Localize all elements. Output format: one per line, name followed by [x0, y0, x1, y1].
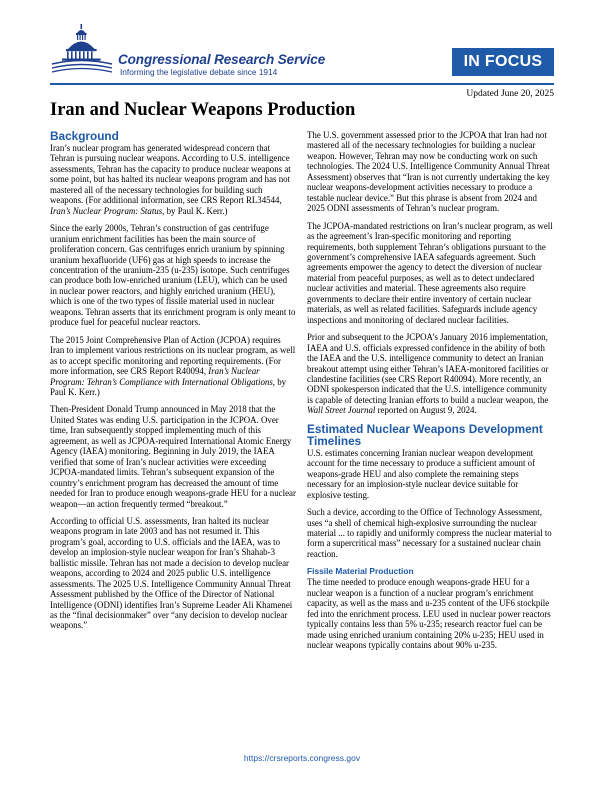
paragraph — [50, 335, 296, 398]
document-title: Iran and Nuclear Weapons Production — [50, 100, 356, 120]
org-tagline: Informing the legislative debate since 1914 — [120, 67, 278, 77]
left-column — [50, 130, 296, 638]
paragraph-text: Iran’s nuclear program has generated widespread concern that Tehran is pursuing nuclear weapons. According to U.S. intelligence assessments, Tehran has the capacity to produce nuclear weapons at some point, but has halted its nuclear weapons program and has not mastered all of the necessary technologies for building such weapons. (For additional information, see CRS Report RL34544, — [50, 143, 291, 206]
report-title-italic: Iran’s Nuclear Program: Status — [50, 205, 163, 216]
paragraph: The JCPOA-mandated restrictions on Iran’s nuclear program, as well as the agreement’s Iran-specific monitoring and reporting requirements, both supplement Tehran’s obligations pursuant to the government’s comprehensive IAEA safeguards agreement. Such agreements empower the agency to detect the diversion of nuclear material from peaceful purposes, as well as to detect undeclared nuclear activities and material. These agreements also require governments to declare their entire inventory of certain nuclear materials, as well as related facilities. Safeguards include agency inspections and monitoring of declared nuclear facilities. — [307, 220, 553, 325]
header-divider — [50, 83, 554, 85]
paragraph-text: , by Paul K. Kerr.) — [162, 205, 228, 216]
subheading-fissile-material: Fissile Material Production — [307, 566, 414, 577]
paragraph: Then-President Donald Trump announced in May 2018 that the United States was ending U.S. participation in the JCPOA. Over time, Iran subsequently stopped implementing much of this agreement, as well as JCPOA-required International Atomic Energy Agency (IAEA) monitoring. Beginning in July 2019, the IAEA verified that some of Iran’s nuclear activities were exceeding JCPOA-mandated limits. Tehran’s subsequent expansion of the country’s enrichment program has decreased the amount of time needed for Iran to produce enough weapons-grade HEU for a nuclear weapon—an action frequently termed “breakout.” — [50, 404, 296, 509]
paragraph — [50, 143, 296, 216]
section-heading-estimates: Estimated Nuclear Weapons Development Timelines — [307, 421, 543, 448]
paragraph — [307, 332, 553, 416]
paragraph-text: , by Paul K. Kerr.) — [50, 376, 287, 397]
org-name: Congressional Research Service — [118, 52, 326, 67]
paragraph: Since the early 2000s, Tehran’s construction of gas centrifuge uranium enrichment facilities has been the main source of proliferation concern. Gas centrifuges enrich uranium by spinning uranium hexafluoride (UF6) gas at high speeds to increase the concentration of the uranium-235 (u-235) isotope. Such centrifuges can produce both low-enriched uranium (LEU), which can be used in nuclear power reactors, and highly enriched uranium (HEU), which is one of the two types of fissile material used in nuclear weapons. Tehran asserts that its enrichment program is only meant to produce fuel for peaceful nuclear reactors. — [50, 223, 296, 328]
footer-url-link[interactable]: https://crsreports.congress.gov — [243, 753, 361, 763]
paragraph: U.S. estimates concerning Iranian nuclear weapon development account for the time necessary to produce a sufficient amount of weapons-grade HEU and also complete the remaining steps necessary for an implosion-style nuclear device suitable for explosive testing. — [307, 447, 536, 500]
paragraph: The time needed to produce enough weapons-grade HEU for a nuclear weapon is a function of a nuclear program’s enrichment capacity, as well as the mass and u-235 content of the UF6 stockpile fed into the enrichment process. LEU used in nuclear power reactors typically contains less than 5% u-235; research reactor fuel can be made using enriched uranium containing 20% u-235; HEU used in nuclear weapons typically contains about 90% u-235. — [307, 577, 551, 651]
paragraph: Such a device, according to the Office of Technology Assessment, uses “a shell of chemical high-explosive surrounding the nuclear material ... to rapidly and uniformly compress the nuclear material to form a supercritical mass” necessary for a sustained nuclear chain reaction. — [307, 507, 552, 559]
paragraph-text: Prior and subsequent to the JCPOA’s January 2016 implementation, IAEA and U.S. officials expressed confidence in the ability of both the IAEA and the U.S. intelligence community to detect an Iranian breakout attempt using either Tehran’s IAEA-monitored facilities or clandestine facilities (see CRS Report R40094). More recently, an ODNI spokesperson indicated that the U.S. intelligence community is capable of detecting Iranian efforts to build a nuclear weapon, the — [307, 332, 549, 405]
capitol-dome-logo-icon — [50, 24, 114, 74]
paragraph: According to official U.S. assessments, Iran halted its nuclear weapons program in late 2003 and has not resumed it. This program’s goal, according to U.S. officials and the IAEA, was to develop an implosion-style nuclear weapon for Iran’s Shahab-3 ballistic missile. Tehran has not made a decision to develop nuclear weapons, according to 2024 and 2025 public U.S. intelligence assessments. The 2025 U.S. Intelligence Community Annual Threat Assessment published by the Office of the Director of National Intelligence (ODNI) identifies Iran’s Supreme Leader Ali Khamenei as the “final decisionmaker” over “any decision to develop nuclear weapons.” — [50, 515, 293, 631]
paragraph-text: reported on August 9, 2024. — [375, 405, 477, 416]
in-focus-badge: IN FOCUS — [452, 48, 554, 76]
section-heading-background: Background — [50, 129, 119, 143]
updated-date: Updated June 20, 2025 — [466, 89, 554, 99]
paragraph-text: The 2015 Joint Comprehensive Plan of Action (JCPOA) requires Iran to implement various restrictions on its nuclear program, as well as to accept specific monitoring and reporting requirements. (For more information, see CRS Report R40094, — [50, 334, 296, 377]
right-column — [307, 130, 553, 657]
paragraph: The U.S. government assessed prior to the JCPOA that Iran had not mastered all of the necessary technologies for building a nuclear weapon. However, Tehran may now be conducting work on such technologies. The 2024 U.S. Intelligence Community Annual Threat Assessment) observes that “Iran is not currently undertaking the key nuclear weapons-development activities necessary to produce a testable nuclear device.” But this phrase is absent from 2024 and 2025 ODNI assessments of Tehran’s nuclear program. — [307, 130, 550, 214]
publication-name-italic: Wall Street Journal — [307, 405, 376, 416]
report-title-italic: Iran’s Nuclear Program: Tehran’s Compliance with International Obligations — [50, 366, 273, 387]
